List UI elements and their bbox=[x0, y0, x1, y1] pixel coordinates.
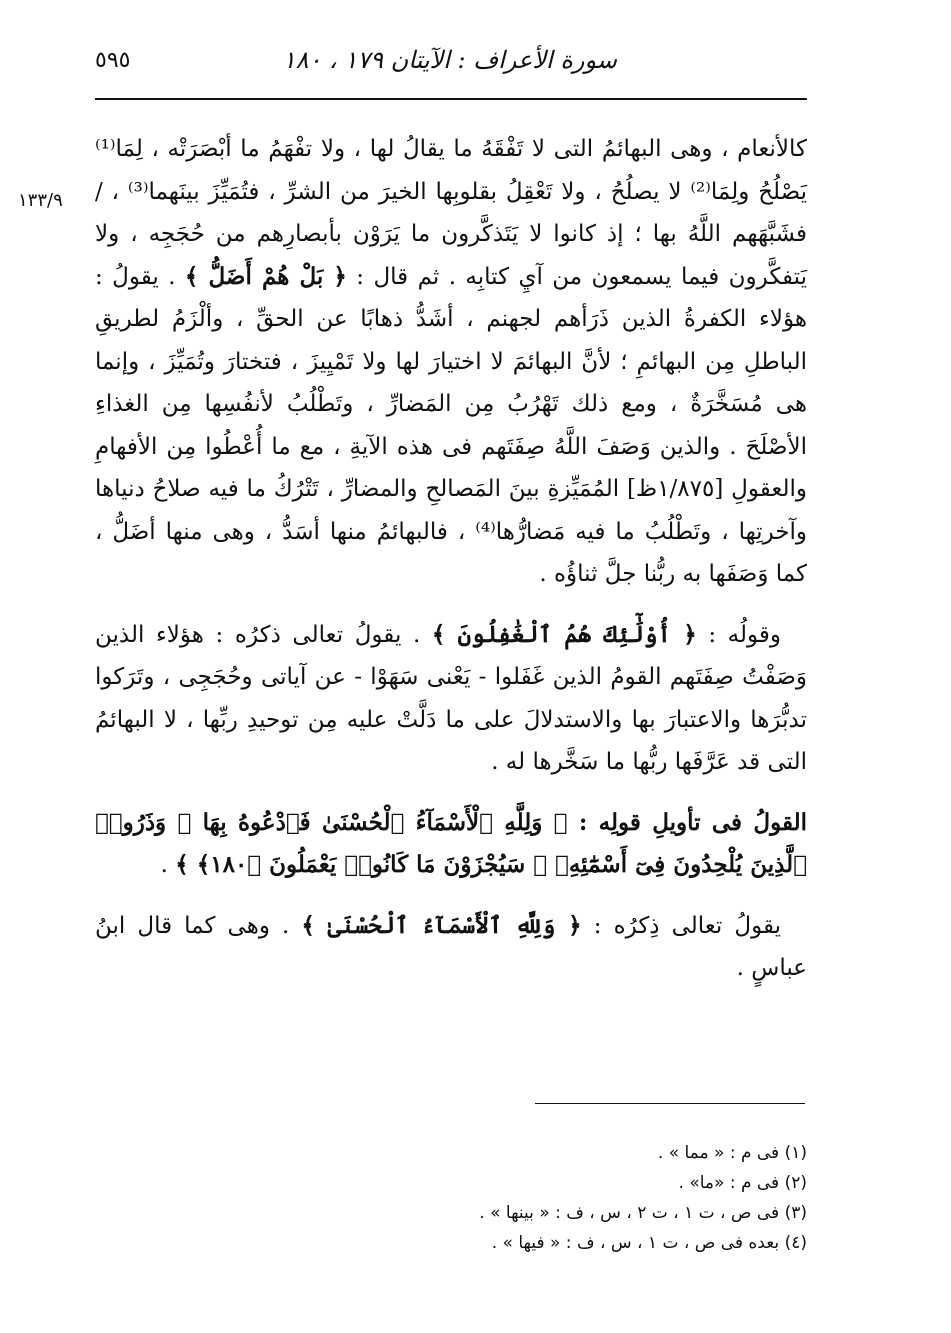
footnote: (١) فى م : « مما » . bbox=[657, 1143, 807, 1163]
quran-quote: ﴿ وَلِلَّهِ ٱلْأَسْمَآءُ ٱلْحُسْنَىٰ فَٱدْعُوهُ بِهَا ۖ وَذَرُوا۟ ٱلَّذِينَ يُلْحِدُونَ فِىٓ أَسْمَٰٓئِهِۦ ۚ سَيُجْزَوْنَ مَا كَانُوا۟ يَعْمَلُونَ ﴿١٨٠﴾ ﴾ bbox=[95, 808, 807, 878]
text-run: . يقولُ تعالى ذكرُه : هؤلاء الذين وَصَفْتُ صِفَتَهم القومُ الذين غَفَلوا - يَعْنى سَهَوْا - عن آياتى وحُجَجِى ، وتَرَكوا تدبُّرَها والاعتبارَ بها والاستدلالَ على ما دَلَّتْ عليه مِن توحيدِ ربِّها ، لا البهائمُ التى قد عَرَّفَها ربُّها ما سَخَّرها له . bbox=[95, 621, 807, 775]
main-text bbox=[95, 128, 807, 990]
section-heading-paragraph bbox=[95, 802, 807, 887]
text-run: يقولُ تعالى ذِكرُه : bbox=[581, 912, 781, 939]
footnotes bbox=[95, 1138, 807, 1258]
footnote: (٤) بعده فى ص ، ت ١ ، س ، ف : « فيها » . bbox=[491, 1233, 807, 1253]
footnote: (٢) فى م : «ما» . bbox=[678, 1173, 807, 1193]
text-run: . bbox=[160, 852, 176, 878]
text-run: . يقولُ : هؤلاء الكفرةُ الذين ذَرَأهم لجهنم ، أشَدُّ ذهابًا عن الحقِّ ، وألْزَمُ لطريقِ الباطلِ مِن البهائمِ ؛ لأنَّ البهائمَ لا اختيارَ لها ولا تَمْيِيزَ ، فتختارَ وتُمَيِّزَ ، وإنما هى مُسَخَّرَةٌ ، ومع ذلك تَهْرُبُ مِن المَضارِّ ، وتَطْلُبُ لأنفُسِها مِن الغذاءِ الأصْلَحَ . والذين وَصَفَ اللَّهُ صِفَتَهم فى هذه الآيةِ ، مع ما أُعْطُوا مِن الأفهامِ والعقولِ [١/٨٧٥ظ] المُمَيِّزةِ بينَ المَصالحِ والمضارِّ ، تَتْرُكُ ما فيه صلاحُ دنياها وآخرتِها ، وتَطْلُبُ ما فيه مَضارُّها⁽⁴⁾ ، فالبهائمُ منها أسَدُّ ، وهى منها أضَلُّ ، كما وَصَفَها به ربُّنا جلَّ ثناؤُه . bbox=[95, 263, 807, 587]
page-number: ٥٩٥ bbox=[95, 48, 131, 73]
quran-quote: ﴿ وَلِلَّهِ ٱلْأَسْمَآءُ ٱلْحُسْنَىٰ ﴾ bbox=[301, 911, 582, 939]
page-header bbox=[95, 40, 807, 100]
text-run: كالأنعام ، وهى البهائمُ التى لا تَفْقَهُ ما يقالُ لها ، ولا تفْهَمُ ما أبْصَرَتْه ، لِمَا⁽¹⁾ يَصْلُحُ ولِمَا⁽²⁾ لا يصلُحُ ، ولا تَعْقِلُ بقلوبِها الخيرَ من الشرِّ ، فتُمَيِّزَ بينَهما⁽³⁾ ، / فشَبَّهَهم اللَّهُ بها ؛ إذ كانوا لا يَتَذكَّرون ما يَرَوْن بأبصارِهم من حُجَجِه ، ولا يَتفكَّرون فيما يسمعون من آيِ كتابِه . ثم قال : bbox=[95, 136, 808, 290]
footnote-divider bbox=[535, 1103, 805, 1104]
footnote: (٣) فى ص ، ت ١ ، ت ٢ ، س ، ف : « بينها » . bbox=[479, 1203, 807, 1223]
text-run: وقولُه : bbox=[696, 621, 782, 648]
paragraph bbox=[95, 128, 807, 596]
quran-quote: ﴿ بَلْ هُمْ أَضَلُّ ﴾ bbox=[184, 262, 347, 290]
running-title: سورة الأعراف : الآيتان ١٧٩ ، ١٨٠ bbox=[282, 46, 617, 74]
section-heading: القولُ فى تأويلِ قولِه : bbox=[567, 808, 807, 836]
margin-reference: ١٣٣/٩ bbox=[18, 190, 63, 211]
text-run: . وهى كما قال ابنُ عباسٍ . bbox=[95, 912, 807, 981]
paragraph bbox=[95, 905, 807, 990]
quran-quote: ﴿ أُوْلَٰٓئِكَ هُمُ ٱلْغَٰفِلُونَ ﴾ bbox=[431, 620, 697, 648]
paragraph bbox=[95, 614, 807, 784]
